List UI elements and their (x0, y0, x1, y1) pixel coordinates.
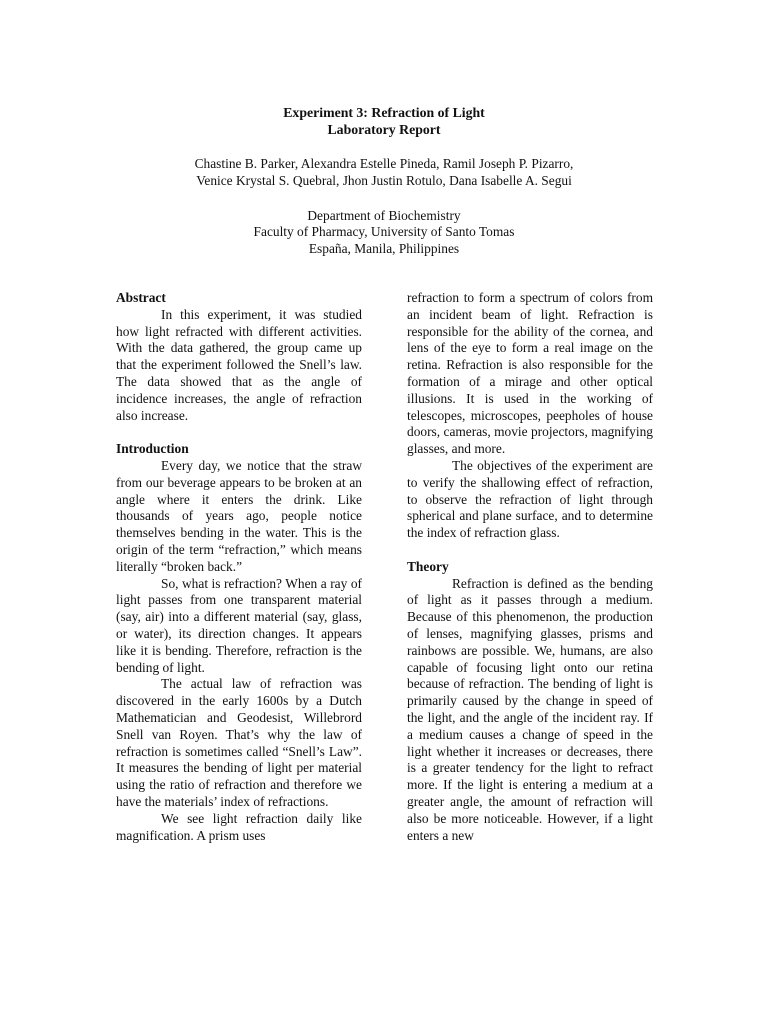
authors-line-2: Venice Krystal S. Quebral, Jhon Justin Rotulo, Dana Isabelle A. Segui (196, 172, 572, 188)
introduction-paragraph-4: We see light refraction daily like magnification. A prism uses (116, 810, 362, 843)
right-column (407, 290, 653, 844)
theory-heading: Theory (407, 558, 449, 574)
paper-header (0, 104, 768, 258)
section-spacer (116, 424, 362, 441)
title-line-2: Laboratory Report (327, 122, 441, 137)
theory-paragraph: Refraction is defined as the bending of light as it passes through a medium. Because of this phenomenon, the production of lenses, magnifying glasses, prisms and rainbows are possible. We, humans, are also capable of focusing light onto our retina because of refraction. The bending of light is primarily caused by the change in speed of the light, and the angle of the incident ray. If a medium causes a change of speed in the light whether it increases or decreases, there is a greater tendency for the light to refract more. If the light is entering a medium at a greater angle, the amount of refraction will also be more noticeable. However, if a light enters a new (407, 575, 653, 843)
affiliation-faculty: Faculty of Pharmacy, University of Santo Tomas (253, 224, 515, 240)
abstract-paragraph: In this experiment, it was studied how light refracted with different activities. With the data gathered, the group came up that the experiment followed the Snell’s law. The data showed that as the angle of incidence increases, the angle of refraction also increase. (116, 306, 362, 423)
introduction-paragraph-1: Every day, we notice that the straw from our beverage appears to be broken at an angle where it enters the drink. Like thousands of years ago, people notice themselves bending in the water. This is the origin of the term “refraction,” which means literally “broken back.” (116, 457, 362, 574)
title-line-1: Experiment 3: Refraction of Light (283, 105, 485, 120)
author-list (0, 156, 768, 190)
paper-title (0, 104, 768, 138)
introduction-heading: Introduction (116, 441, 189, 457)
introduction-paragraph-3: The actual law of refraction was discovered in the early 1600s by a Dutch Mathematician and Geodesist, Willebrord Snell van Royen. That’s why the law of refraction is sometimes called “Snell’s Law”. It measures the bending of light per material using the ratio of refraction and therefore we have the materials’ index of refractions. (116, 676, 362, 809)
affiliation-location: España, Manila, Philippines (308, 241, 460, 257)
abstract-heading: Abstract (116, 290, 166, 305)
authors-line-1: Chastine B. Parker, Alexandra Estelle Pineda, Ramil Joseph P. Pizarro, (194, 156, 574, 171)
section-spacer (407, 542, 653, 559)
introduction-paragraph-2: So, what is refraction? When a ray of light passes from one transparent material (say, air) into a different material (say, glass, or water), its direction changes. It appears like it is bending. Therefore, refraction is the bending of light. (116, 575, 362, 675)
affiliation-department: Department of Biochemistry (307, 207, 461, 223)
left-column (116, 290, 362, 844)
introduction-paragraph-4-continued: refraction to form a spectrum of colors from an incident beam of light. Refraction is responsible for the ability of the cornea, and lens of the eye to form a real image on the retina. Refraction is also responsible for the formation of a mirage and other optical illusions. It is used in the working of telescopes, microscopes, peepholes of house doors, cameras, movie projectors, magnifying glasses, and more. (407, 290, 653, 457)
objectives-paragraph: The objectives of the experiment are to verify the shallowing effect of refraction, to observe the refraction of light through spherical and plane surface, and to determine the index of refraction glass. (407, 457, 653, 541)
affiliation (0, 208, 768, 258)
